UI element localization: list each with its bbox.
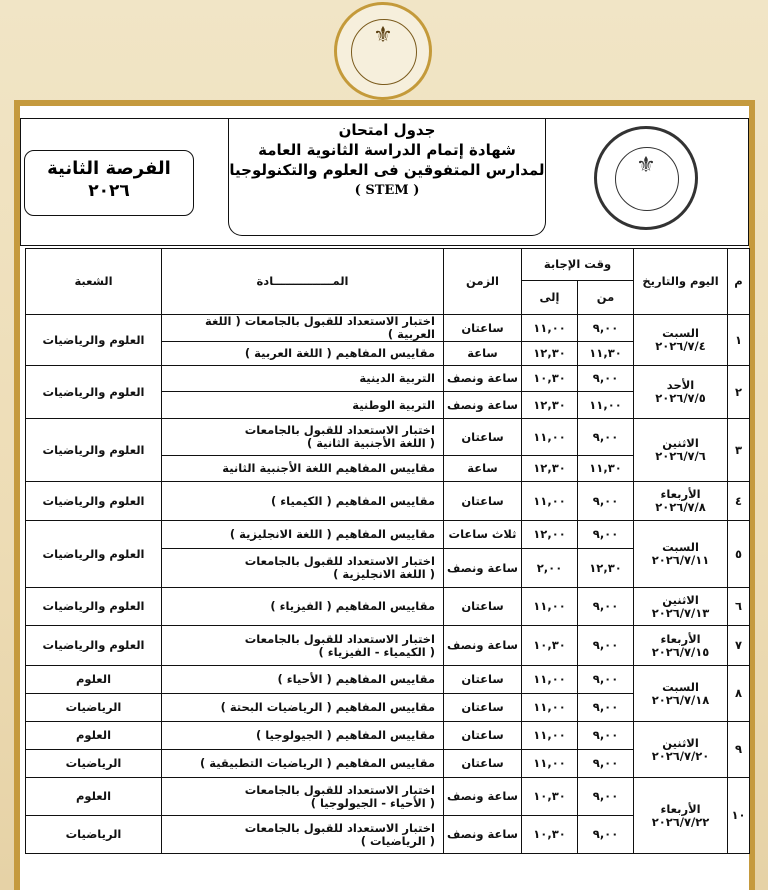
time-to: ١١,٠٠ [522,694,578,722]
duration: ثلاث ساعات [444,521,522,549]
time-from: ٩,٠٠ [578,666,634,694]
subject: مقاييس المفاهيم اللغة الأجنبية الثانية [162,456,444,482]
day-number: ٢ [728,366,750,419]
time-to: ١٢,٠٠ [522,521,578,549]
duration: ساعتان [444,694,522,722]
subject-line: ( الرياضيات ) [360,833,435,848]
exam-date: ٢٠٢٦/٧/١٥ [651,644,710,659]
time-to: ١٠,٣٠ [522,816,578,854]
day-date-cell [634,778,728,854]
title-line-3: لمدارس المتفوقين فى العلوم والتكنولوجيا [229,161,545,179]
day-date-cell [634,626,728,666]
branch: العلوم [26,778,162,816]
day-number: ٩ [728,722,750,778]
time-from: ٩,٠٠ [578,588,634,626]
exam-date: ٢٠٢٦/٧/٤ [655,339,706,353]
time-to: ١١,٠٠ [522,482,578,521]
day-number: ١٠ [728,778,750,854]
subject: مقاييس المفاهيم ( اللغة العربية ) [162,342,444,366]
duration: ساعة ونصف [444,392,522,419]
day-date-cell [634,366,728,419]
exam-date: ٢٠٢٦/٧/٥ [655,391,706,405]
subject: مقاييس المفاهيم ( اللغة الانجليزية ) [162,521,444,549]
day-name: الأربعاء [660,801,701,816]
day-name: الأحد [666,378,695,392]
eagle-emblem-icon: ⚜ [373,23,393,48]
subject: مقاييس المفاهيم ( الجيولوجيا ) [162,722,444,750]
time-from: ١٢,٣٠ [578,549,634,588]
day-date-cell [634,722,728,778]
subject-line: ( الأحياء - الجيولوجيا ) [310,795,435,810]
duration: ساعتان [444,588,522,626]
time-from: ١١,٣٠ [578,342,634,366]
subject: مقاييس المفاهيم ( الكيمياء ) [162,482,444,521]
duration: ساعة ونصف [444,366,522,392]
time-to: ١١,٠٠ [522,750,578,778]
day-name: الأربعاء [660,631,701,646]
duration: ساعتان [444,666,522,694]
subject [162,549,444,588]
time-to: ١٠,٣٠ [522,626,578,666]
day-name: الاثنين [662,735,699,750]
day-name: السبت [662,540,699,554]
time-to: ١١,٠٠ [522,588,578,626]
time-from: ٩,٠٠ [578,419,634,456]
branch: الرياضيات [26,694,162,722]
time-to: ١٢,٣٠ [522,342,578,366]
day-date-cell [634,482,728,521]
day-date-cell [634,315,728,366]
time-to: ١١,٠٠ [522,315,578,342]
time-from: ٩,٠٠ [578,626,634,666]
time-to: ١٢,٣٠ [522,456,578,482]
document-title [228,118,546,236]
subject: مقاييس المفاهيم ( الرياضيات التطبيقية ) [162,750,444,778]
day-name: الاثنين [662,592,699,607]
branch: العلوم والرياضيات [26,588,162,626]
subject: التربية الدينية [162,366,444,392]
time-from: ٩,٠٠ [578,778,634,816]
branch: الرياضيات [26,816,162,854]
duration: ساعتان [444,315,522,342]
day-date-cell [634,588,728,626]
exam-date: ٢٠٢٦/٧/٢٢ [651,814,710,829]
branch: العلوم والرياضيات [26,419,162,482]
day-date-cell [634,419,728,482]
subject [162,626,444,666]
time-from: ١١,٣٠ [578,456,634,482]
time-from: ٩,٠٠ [578,816,634,854]
day-name: الاثنين [662,436,699,450]
duration: ساعتان [444,482,522,521]
subject-line: ( اللغة الانجليزية ) [333,567,435,581]
exam-schedule-table [25,248,750,854]
day-date-cell [634,666,728,722]
duration: ساعة [444,342,522,366]
branch: العلوم والرياضيات [26,521,162,588]
time-to: ١١,٠٠ [522,666,578,694]
header-answer-time: وقت الإجابة [522,249,634,281]
ministry-logo [594,126,698,230]
subject-line: اختبار الاستعداد للقبول بالجامعات [244,423,435,437]
duration: ساعة ونصف [444,778,522,816]
day-number: ١ [728,315,750,366]
subject: مقاييس المفاهيم ( الأحياء ) [162,666,444,694]
time-to: ١١,٠٠ [522,419,578,456]
time-from: ٩,٠٠ [578,750,634,778]
subject-line: ( اللغة الأجنبية الثانية ) [306,436,435,450]
badge-title: الفرصة الثانية [47,158,171,179]
day-number: ٧ [728,626,750,666]
ministry-seal [334,2,432,100]
duration: ساعة ونصف [444,626,522,666]
time-from: ٩,٠٠ [578,694,634,722]
subject: مقاييس المفاهيم ( الرياضيات البحتة ) [162,694,444,722]
duration: ساعة [444,456,522,482]
day-name: السبت [662,326,699,340]
title-line-1: جدول امتحان [338,121,436,139]
subject-line: اختبار الاستعداد للقبول بالجامعات [244,782,435,797]
time-to: ٢,٠٠ [522,549,578,588]
header-branch: الشعبة [26,249,162,315]
header-num: م [728,249,750,315]
day-name: السبت [662,679,699,694]
session-badge [24,150,194,216]
subject [162,419,444,456]
subject: مقاييس المفاهيم ( الفيزياء ) [162,588,444,626]
day-number: ٦ [728,588,750,626]
exam-date: ٢٠٢٦/٧/٦ [655,449,706,463]
subject-line: ( الكيمياء - الفيزياء ) [318,644,435,659]
duration: ساعة ونصف [444,816,522,854]
day-number: ٨ [728,666,750,722]
day-number: ٥ [728,521,750,588]
header-subject: المـــــــــــــــادة [162,249,444,315]
branch: العلوم والرياضيات [26,482,162,521]
day-date-cell [634,521,728,588]
branch: العلوم والرياضيات [26,626,162,666]
time-from: ٩,٠٠ [578,366,634,392]
time-from: ٩,٠٠ [578,722,634,750]
branch: العلوم [26,666,162,694]
subject [162,816,444,854]
duration: ساعة ونصف [444,549,522,588]
time-to: ١٠,٣٠ [522,366,578,392]
header-to: إلى [522,281,578,315]
badge-year: ٢٠٢٦ [88,181,130,201]
day-name: الأربعاء [660,487,701,501]
duration: ساعتان [444,750,522,778]
exam-date: ٢٠٢٦/٧/١١ [651,553,710,567]
time-to: ١٢,٣٠ [522,392,578,419]
branch: العلوم [26,722,162,750]
time-from: ٩,٠٠ [578,315,634,342]
header-from: من [578,281,634,315]
branch: العلوم والرياضيات [26,315,162,366]
day-number: ٣ [728,419,750,482]
eagle-logo-icon: ⚜ [636,153,656,178]
time-to: ١١,٠٠ [522,722,578,750]
branch: الرياضيات [26,750,162,778]
exam-date: ٢٠٢٦/٧/٨ [655,500,706,514]
header-duration: الزمن [444,249,522,315]
time-from: ٩,٠٠ [578,482,634,521]
exam-date: ٢٠٢٦/٧/١٨ [651,692,710,707]
time-to: ١٠,٣٠ [522,778,578,816]
subject: التربية الوطنية [162,392,444,419]
subject: اختبار الاستعداد للقبول بالجامعات ( اللغة العربية ) [162,315,444,342]
time-from: ٩,٠٠ [578,521,634,549]
duration: ساعتان [444,722,522,750]
title-line-4: ( STEM ) [354,183,420,198]
duration: ساعتان [444,419,522,456]
subject-line: اختبار الاستعداد للقبول بالجامعات [244,631,435,646]
subject-line: اختبار الاستعداد للقبول بالجامعات [244,820,435,835]
subject-line: اختبار الاستعداد للقبول بالجامعات [244,554,435,568]
subject [162,778,444,816]
header-day-date: اليوم والتاريخ [634,249,728,315]
branch: العلوم والرياضيات [26,366,162,419]
title-line-2: شهادة إتمام الدراسة الثانوية العامة [258,141,516,159]
time-from: ١١,٠٠ [578,392,634,419]
exam-date: ٢٠٢٦/٧/٢٠ [651,748,710,763]
day-number: ٤ [728,482,750,521]
exam-date: ٢٠٢٦/٧/١٣ [651,605,710,620]
